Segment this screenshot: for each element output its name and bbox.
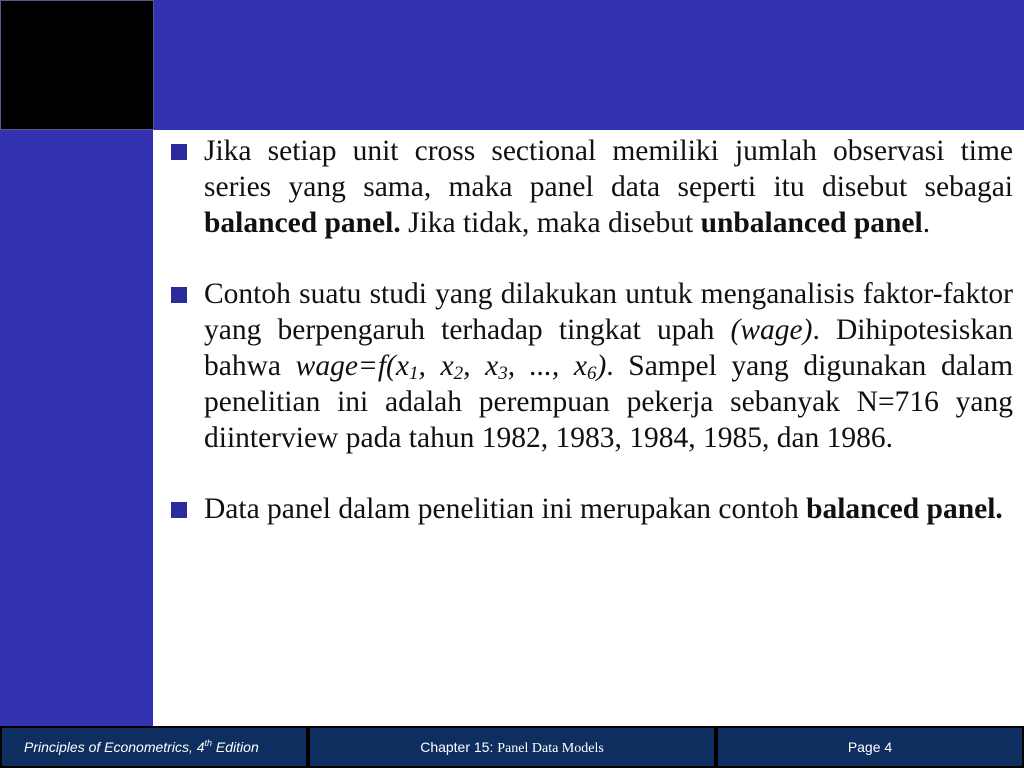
term-balanced-panel: balanced panel. (806, 493, 1003, 526)
text-run: . Dihipotesiskan bahwa (204, 314, 1013, 382)
text-run: Data panel dalam penelitian ini merupakan contoh (204, 493, 807, 526)
formula-part: ) (596, 349, 607, 382)
footer-book-title (2, 728, 306, 766)
subscript: 3 (498, 362, 508, 384)
bullet-data-panel (170, 492, 1013, 528)
slide-body (170, 134, 1013, 528)
text-run: Contoh suatu studi yang dilakukan untuk menganalisis faktor-faktor yang berpengaruh terhadap tingkat upah (204, 278, 1013, 347)
bullet-text (204, 492, 1013, 528)
formula-part: , ..., x (507, 349, 587, 382)
formula-part: wage=f(x (295, 349, 409, 382)
italic-run: (wage) (730, 314, 813, 347)
formula-part: , x (418, 349, 454, 382)
footer-page-number (718, 728, 1022, 766)
book-title-text: Principles of Econometrics, 4 (24, 739, 205, 755)
book-edition-text: Edition (212, 739, 259, 755)
footer-bar (0, 726, 1024, 768)
wage-formula (296, 350, 607, 382)
text-run: . Sampel yang digunakan dalam penelitian ini adalah perempuan pekerja sebanyak N=716 yang diinterview pada tahun 1982, 1983, 1984, 1985, dan 1986. (204, 349, 1014, 454)
text-run: Jika setiap unit cross sectional memiliki jumlah observasi time series yang sama, maka panel data seperti itu disebut sebagai (204, 135, 1013, 203)
formula-part: , x (463, 349, 499, 382)
chapter-title: Panel Data Models (497, 741, 604, 756)
term-balanced-panel: balanced panel. (204, 206, 401, 239)
subscript: 1 (408, 362, 419, 384)
bullet-square-icon (171, 144, 187, 160)
bullet-balanced-definition (170, 134, 1013, 241)
edition-superscript: th (204, 738, 213, 748)
text-run: . (922, 206, 931, 239)
bullet-text (204, 134, 1013, 241)
footer-chapter (310, 728, 714, 766)
bullet-text (204, 277, 1013, 456)
corner-block (0, 0, 154, 130)
bullet-wage-example (170, 277, 1013, 456)
subscript: 6 (586, 362, 597, 384)
bullet-square-icon (171, 287, 187, 303)
left-sidebar-bar (0, 130, 153, 726)
page-number-text: Page 4 (847, 739, 893, 755)
term-unbalanced-panel: unbalanced panel (700, 206, 923, 239)
bullet-square-icon (171, 502, 187, 518)
chapter-label: Chapter 15: (420, 739, 498, 755)
text-run: Jika tidak, maka disebut (400, 206, 701, 239)
subscript: 2 (453, 362, 464, 384)
